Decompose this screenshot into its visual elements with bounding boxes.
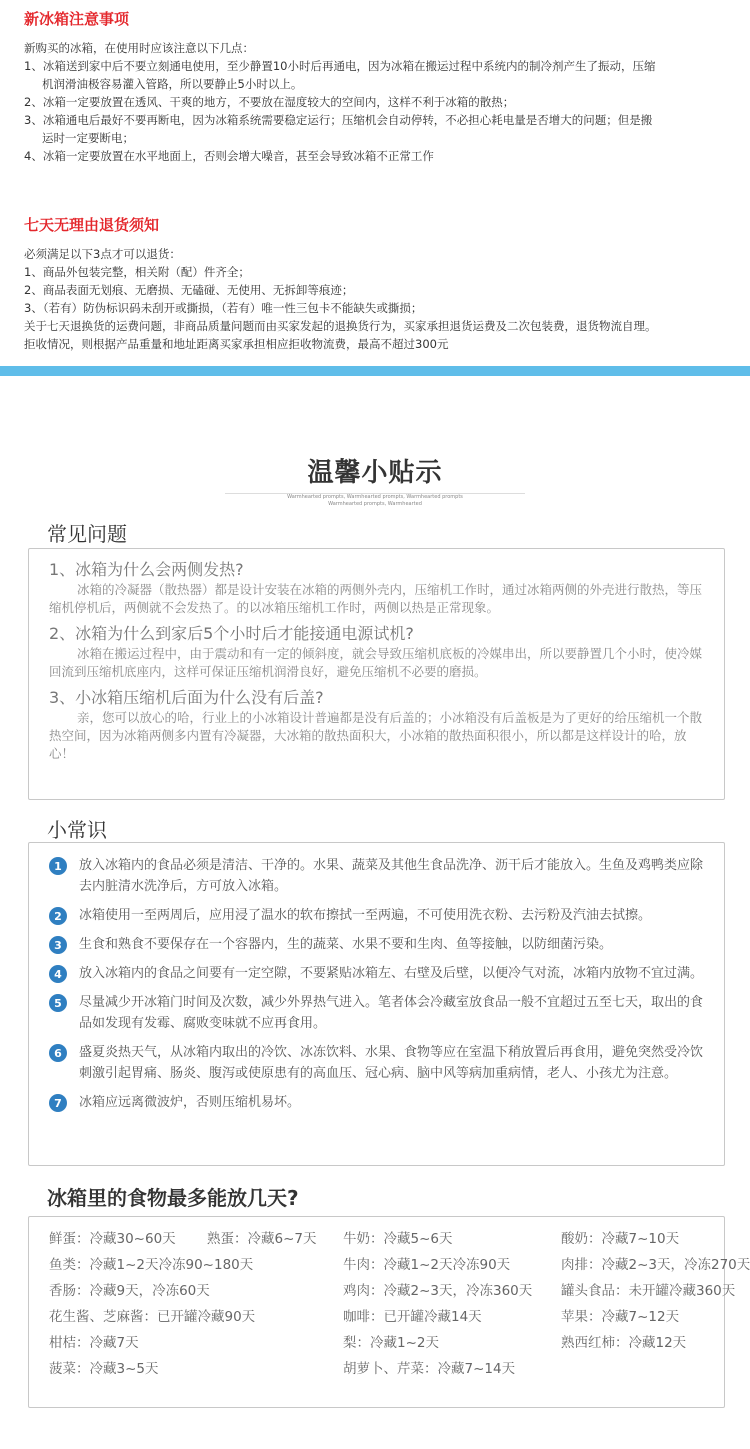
- return-policy-notice: [24, 214, 736, 353]
- return-policy-title: 七天无理由退货须知: [24, 216, 160, 234]
- notice-item: 机润滑油极容易灌入管路，所以要静止5小时以上。: [42, 77, 303, 91]
- tip-item: [49, 1092, 712, 1113]
- food-storage-heading: 冰箱里的食物最多能放几天?: [47, 1186, 299, 1210]
- return-intro: 必须满足以下3点才可以退货：: [24, 247, 181, 261]
- return-item: 拒收情况，则根据产品重量和地址距离买家承担相应拒收物流费，最高不超过300元: [24, 337, 449, 351]
- return-item: 2、商品表面无划痕、无磨损、无磕碰、无使用、无拆卸等痕迹；: [24, 283, 354, 297]
- tip-item: [49, 934, 712, 955]
- food-cell: 梨：冷藏1~2天: [343, 1335, 439, 1351]
- faq-answer: 冰箱的冷凝器（散热器）都是设计安装在冰箱的两侧外壳内，压缩机工作时，通过冰箱两侧的外壳进行散热，等压缩机停机后，两侧就不会发热了。的以冰箱压缩机工作时，两侧以热是正常现象。: [49, 582, 703, 615]
- notice-item: 2、冰箱一定要放置在透风、干爽的地方，不要放在湿度较大的空间内，这样不利于冰箱的散热；: [24, 95, 515, 109]
- tips-header: [0, 452, 750, 508]
- food-cell: 鸡肉：冷藏2~3天，冷冻360天: [343, 1283, 533, 1299]
- food-cell: 熟蛋：冷藏6~7天: [207, 1231, 317, 1247]
- food-cell: 咖啡：已开罐冷藏14天: [343, 1309, 482, 1325]
- food-cell: 牛奶：冷藏5~6天: [343, 1231, 453, 1247]
- tips-title: 温馨小贴示: [307, 458, 443, 488]
- tip-item: [49, 905, 712, 926]
- number-badge-icon: 7: [49, 1094, 67, 1112]
- number-badge-icon: 6: [49, 1044, 67, 1062]
- tip-item: [49, 855, 712, 897]
- faq-box: [28, 548, 725, 800]
- tips-box: [28, 842, 725, 1166]
- food-cell: 肉排：冷藏2~3天，冷冻270天: [561, 1257, 750, 1273]
- number-badge-icon: 4: [49, 965, 67, 983]
- food-cell: 鱼类：冷藏1~2天冷冻90~180天: [49, 1257, 254, 1273]
- food-cell: 柑桔：冷藏7天: [49, 1335, 139, 1351]
- notice-item: 4、冰箱一定要放置在水平地面上，否则会增大噪音，甚至会导致冰箱不正常工作: [24, 149, 434, 163]
- food-cell: 花生酱、芝麻酱：已开罐冷藏90天: [49, 1309, 256, 1325]
- faq-answer: 冰箱在搬运过程中，由于震动和有一定的倾斜度，就会导致压缩机底板的冷媒串出，所以要静置几个小时，使冷媒回流到压缩机底座内，这样可保证压缩机润滑良好，避免压缩机不必要的磨损。: [49, 646, 703, 679]
- return-item: 3、（若有）防伪标识码未刮开或撕损，（若有）唯一性三包卡不能缺失或撕损；: [24, 301, 423, 315]
- tips-heading: 小常识: [47, 818, 107, 842]
- faq-answer: 亲，您可以放心的哈，行业上的小冰箱设计普遍都是没有后盖的；小冰箱没有后盖板是为了更好的给压缩机一个散热空间，因为冰箱两侧多内置有冷凝器，大冰箱的散热面积大，小冰箱的散热面积很小，所以都是这样设计的哈，放心！: [49, 710, 703, 761]
- tip-item: [49, 992, 712, 1034]
- food-cell: 菠菜：冷藏3~5天: [49, 1361, 159, 1377]
- tip-text: 生食和熟食不要保存在一个容器内，生的蔬菜、水果不要和生肉、鱼等接触，以防细菌污染。: [79, 937, 613, 952]
- notice-item: 3、冰箱通电后最好不要再断电，因为冰箱系统需要稳定运行；压缩机会自动停转，不必担心耗电量是否增大的问题；但是搬: [24, 113, 653, 127]
- faq-question: 1、冰箱为什么会两侧发热?: [49, 560, 244, 579]
- food-storage-grid: [49, 1229, 750, 1379]
- faq-item: [49, 559, 708, 617]
- notice-item: 运时一定要断电；: [42, 131, 134, 145]
- number-badge-icon: 3: [49, 936, 67, 954]
- food-cell: 熟西红柿：冷藏12天: [561, 1335, 687, 1351]
- return-item: 关于七天退换货的运费问题，非商品质量问题而由买家发起的退换货行为，买家承担退货运费及二次包装费，退货物流自理。: [24, 319, 657, 333]
- faq-item: [49, 623, 708, 681]
- number-badge-icon: 2: [49, 907, 67, 925]
- food-cell: 苹果：冷藏7~12天: [561, 1309, 680, 1325]
- food-cell: 酸奶：冷藏7~10天: [561, 1231, 680, 1247]
- food-cell: 香肠：冷藏9天，冷冻60天: [49, 1283, 210, 1299]
- section-divider: [0, 366, 750, 376]
- number-badge-icon: 1: [49, 857, 67, 875]
- food-cell: 鲜蛋：冷藏30~60天: [49, 1231, 176, 1247]
- number-badge-icon: 5: [49, 994, 67, 1012]
- food-storage-box: [28, 1216, 750, 1408]
- tip-text: 放入冰箱内的食品必须是清洁、干净的。水果、蔬菜及其他生食品洗净、沥干后才能放入。生鱼及鸡鸭类应除去内脏清水洗净后，方可放入冰箱。: [79, 858, 704, 894]
- food-cell: [561, 1359, 711, 1379]
- food-cell: 牛肉：冷藏1~2天冷冻90天: [343, 1257, 511, 1273]
- tip-item: [49, 963, 712, 984]
- notice-intro: 新购买的冰箱，在使用时应该注意以下几点：: [24, 41, 254, 55]
- notice-item: 1、冰箱送到家中后不要立刻通电使用，至少静置10小时后再通电，因为冰箱在搬运过程中系统内的制冷剂产生了振动，压缩: [24, 59, 656, 73]
- tip-text: 冰箱应远离微波炉，否则压缩机易坏。: [79, 1095, 301, 1110]
- tips-subtitle: Warmhearted prompts, Warmhearted prompts, Warmhearted prompts: [287, 494, 463, 500]
- tip-text: 盛夏炎热天气，从冰箱内取出的冷饮、冰冻饮料、水果、食物等应在室温下稍放置后再食用，避免突然受冷饮刺激引起胃痛、肠炎、腹泻或使原患有的高血压、冠心病、脑中风等病加重病情，老人、小孩尤为注意。: [79, 1045, 704, 1081]
- new-fridge-notice: [24, 8, 736, 165]
- faq-item: [49, 687, 708, 763]
- tip-text: 冰箱使用一至两周后，应用浸了温水的软布擦拭一至两遍，不可使用洗衣粉、去污粉及汽油去拭擦。: [79, 908, 652, 923]
- food-cell: 胡萝卜、芹菜：冷藏7~14天: [343, 1361, 516, 1377]
- faq-heading: 常见问题: [47, 522, 127, 546]
- tip-item: [49, 1042, 712, 1084]
- new-fridge-notice-title: 新冰箱注意事项: [24, 10, 130, 28]
- food-cell: 罐头食品：未开罐冷藏360天: [561, 1283, 736, 1299]
- faq-question: 2、冰箱为什么到家后5个小时后才能接通电源试机?: [49, 624, 414, 643]
- tip-text: 放入冰箱内的食品之间要有一定空隙，不要紧贴冰箱左、右壁及后壁，以便冷气对流，冰箱内放物不宜过满。: [79, 966, 704, 981]
- tip-text: 尽量减少开冰箱门时间及次数，减少外界热气进入。笔者体会冷藏室放食品一般不宜超过五至七天，取出的食品如发现有发霉、腐败变味就不应再食用。: [79, 995, 704, 1031]
- tips-subtitle: Warmhearted prompts, Warmhearted: [328, 501, 422, 507]
- faq-question: 3、小冰箱压缩机后面为什么没有后盖?: [49, 688, 324, 707]
- return-item: 1、商品外包装完整，相关附（配）件齐全；: [24, 265, 250, 279]
